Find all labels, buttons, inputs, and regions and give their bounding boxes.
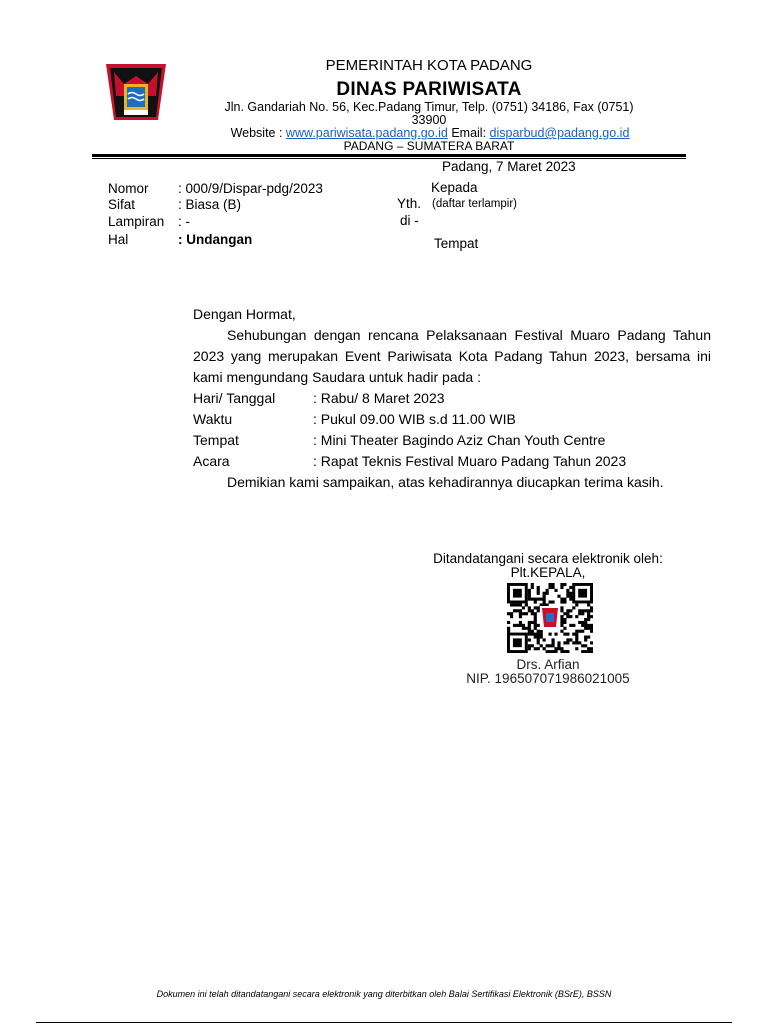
- letter-date: Padang, 7 Maret 2023: [442, 159, 576, 174]
- e-signature-footer-note: Dokumen ini telah ditandatangani secara elektronik yang diterbitkan oleh Balai Sertifikasi Elektronik (BSrE), BSSN: [156, 989, 612, 999]
- contact-line: [180, 126, 680, 140]
- detail-value-event: : Rapat Teknis Festival Muaro Padang Tahun 2023: [313, 453, 627, 469]
- nomor-label: Nomor: [108, 181, 149, 196]
- nomor-value: : 000/9/Dispar-pdg/2023: [178, 181, 323, 196]
- salutation: Dengan Hormat,: [193, 306, 296, 322]
- header-divider-thick: [92, 154, 686, 157]
- signed-by-text: Ditandatangani secara elektronik oleh:: [433, 551, 663, 566]
- detail-value-date: : Rabu/ 8 Maret 2023: [313, 390, 445, 406]
- recipient-kepada: Kepada: [431, 180, 478, 195]
- recipient-tempat: Tempat: [434, 236, 479, 251]
- signer-name: Drs. Arfian: [516, 657, 580, 672]
- detail-value-place: : Mini Theater Bagindo Aziz Chan Youth Centre: [313, 432, 606, 448]
- recipient-note: (daftar terlampir): [432, 198, 517, 210]
- signature-qr-code: [507, 583, 593, 653]
- government-name: PEMERINTAH KOTA PADANG: [325, 57, 533, 74]
- detail-label-place: Tempat: [193, 432, 239, 448]
- signer-nip: NIP. 196507071986021005: [466, 671, 630, 686]
- city-emblem-logo: [104, 62, 168, 124]
- detail-label-time: Waktu: [193, 411, 233, 427]
- sifat-label: Sifat: [108, 197, 136, 212]
- address-line-1: Jln. Gandariah No. 56, Kec.Padang Timur, Telp. (0751) 34186, Fax (0751): [224, 100, 634, 114]
- recipient-di: di -: [400, 213, 419, 228]
- address-line-2: 33900: [411, 113, 447, 127]
- closing-sentence: Demikian kami sampaikan, atas kehadirannya diucapkan terima kasih.: [227, 474, 664, 490]
- website-label: Website :: [230, 126, 283, 140]
- signer-position: Plt.KEPALA,: [510, 565, 586, 580]
- hal-value: : Undangan: [178, 232, 253, 247]
- city-province: PADANG – SUMATERA BARAT: [343, 139, 515, 153]
- detail-label-event: Acara: [193, 453, 230, 469]
- email-label: Email:: [451, 126, 487, 140]
- detail-label-date: Hari/ Tanggal: [193, 390, 276, 406]
- opening-paragraph: Sehubungan dengan rencana Pelaksanaan Festival Muaro Padang Tahun 2023 yang merupakan Event Pariwisata Kota Padang Tahun 2023, bersama ini kami mengundang Saudara untuk hadir pada :: [193, 327, 711, 385]
- footer-divider: [36, 1022, 732, 1023]
- recipient-yth: Yth.: [397, 196, 422, 211]
- hal-label: Hal: [108, 232, 129, 247]
- website-link[interactable]: www.pariwisata.padang.go.id: [285, 126, 448, 140]
- sifat-value: : Biasa (B): [178, 197, 242, 212]
- email-link[interactable]: disparbud@padang.go.id: [489, 126, 630, 140]
- header-divider-thin: [92, 158, 686, 159]
- agency-name: DINAS PARIWISATA: [336, 79, 522, 100]
- lampiran-value: : -: [178, 214, 190, 229]
- detail-value-time: : Pukul 09.00 WIB s.d 11.00 WIB: [313, 411, 516, 427]
- lampiran-label: Lampiran: [108, 214, 165, 229]
